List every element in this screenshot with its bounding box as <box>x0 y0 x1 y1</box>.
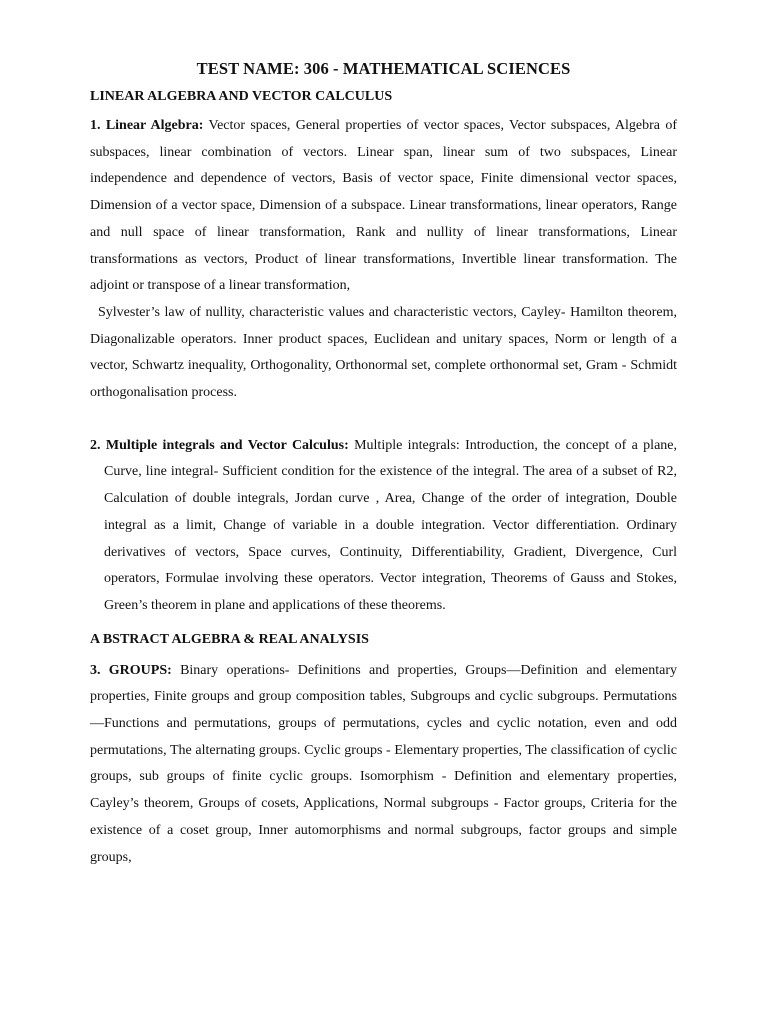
section-heading-linear-algebra: LINEAR ALGEBRA AND VECTOR CALCULUS <box>90 89 393 104</box>
paragraph-lead: 1. Linear Algebra: <box>90 118 204 133</box>
paragraph-lead: 3. GROUPS: <box>90 662 172 678</box>
paragraph-linear-algebra <box>90 113 677 300</box>
paragraph-text: Binary operations- Definitions and properties, Groups—Definition and elementary properties, Finite groups and group composition tables, Subgroups and cyclic subgroups. Permutations—Functions and permutations, groups of permutations, cycles and cyclic notation, even and odd permutations, The alternating groups. Cyclic groups - Elementary properties, The classification of cyclic groups, sub groups of finite cyclic groups. Isomorphism - Definition and elementary properties, Cayley’s theorem, Groups of cosets, Applications, Normal subgroups - Factor groups, Criteria for the existence of a coset group, Inner automorphisms and normal subgroups, factor groups and simple groups, <box>90 662 678 865</box>
document-title: TEST NAME: 306 - MATHEMATICAL SCIENCES <box>196 59 571 78</box>
paragraph-groups <box>90 658 677 872</box>
paragraph-text: Multiple integrals: Introduction, the concept of a plane, Curve, line integral- Sufficient condition for the existence of the integral. The area of a subset of R2, Calculation of double integrals, Jordan curve , Area, Change of the order of integration, Double integral as a limit, Change of variable in a double integration. Vector differentiation. Ordinary derivatives of vectors, Space curves, Continuity, Differentiability, Gradient, Divergence, Curl operators, Formulae involving these operators. Vector integration, Theorems of Gauss and Stokes, Green’s theorem in plane and applications of these theorems. <box>104 437 677 613</box>
section-heading-abstract-algebra: A BSTRACT ALGEBRA & REAL ANALYSIS <box>90 631 369 647</box>
document-page <box>90 58 677 871</box>
paragraph-lead: 2. Multiple integrals and Vector Calculus: <box>90 437 349 453</box>
paragraph-linear-algebra-continued: Sylvester’s law of nullity, characteristic values and characteristic vectors, Cayley- Hamilton theorem, Diagonalizable operators. Inner product spaces, Euclidean and unitary spaces, Norm or length of a vector, Schwartz inequality, Orthogonality, Orthonormal set, complete orthonormal set, Gram - Schmidt orthogonalisation process. <box>90 304 677 401</box>
paragraph-text: Vector spaces, General properties of vector spaces, Vector subspaces, Algebra of subspaces, linear combination of vectors. Linear span, linear sum of two subspaces, Linear independence and dependence of vectors, Basis of vector space, Finite dimensional vector spaces, Dimension of a vector space, Dimension of a subspace. Linear transformations, linear operators, Range and null space of linear transformation, Rank and nullity of linear transformations, Linear transformations as vectors, Product of linear transformations, Invertible linear transformation. The adjoint or transpose of a linear transformation, <box>90 118 677 294</box>
paragraph-vector-calculus <box>90 433 677 620</box>
